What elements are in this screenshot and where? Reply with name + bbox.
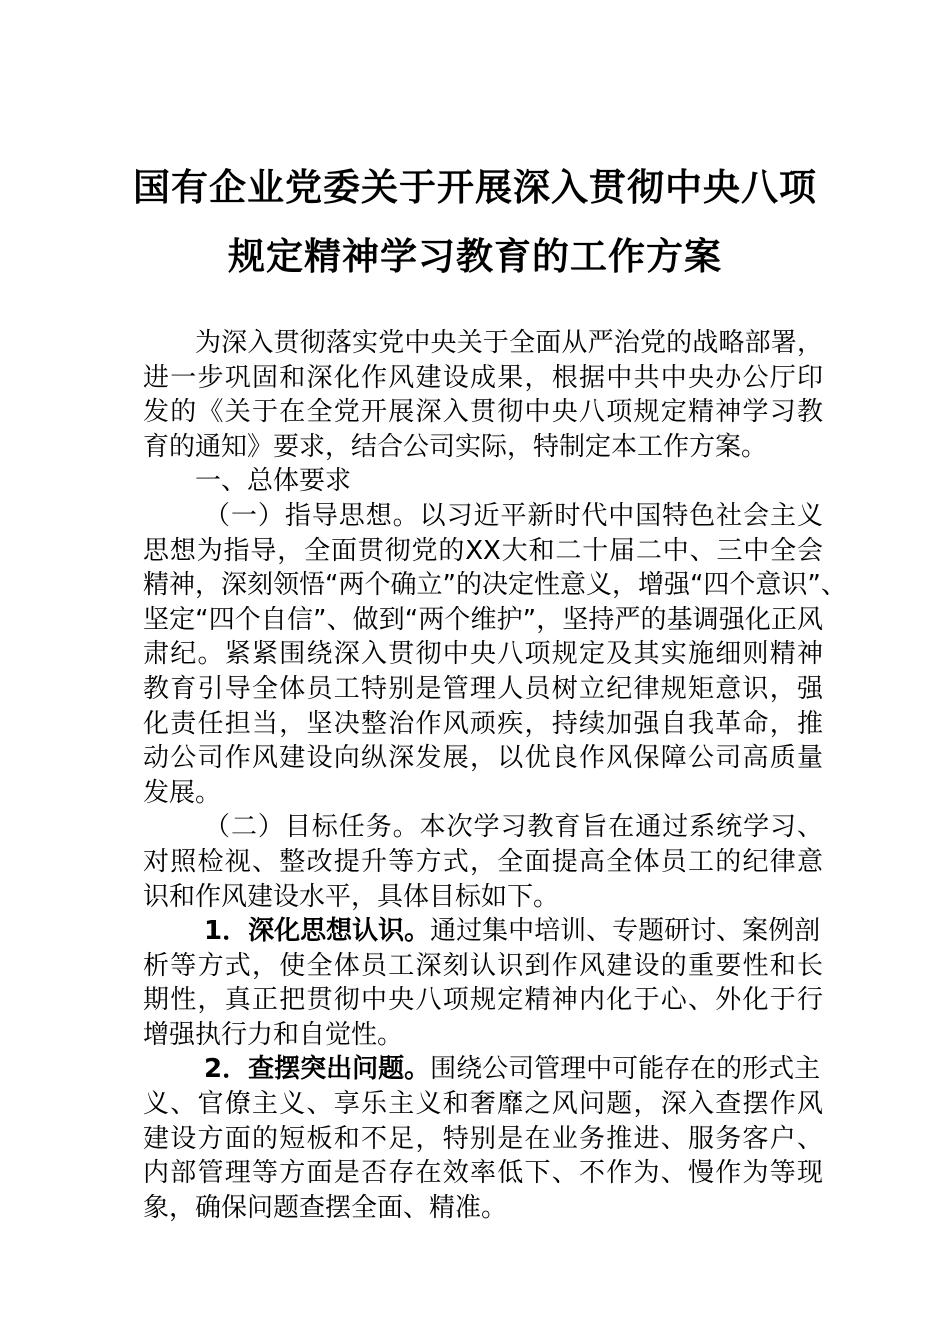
section-heading: 一、总体要求 (195, 466, 352, 497)
part2-line: 对照检视、整改提升等方式，全面提高全体员工的纪律意 (143, 846, 823, 877)
part1-line: 思想为指导，全面贯彻党的XX大和二十届二中、三中全会 (143, 535, 823, 566)
item1-first-rest: 通过集中培训、专题研讨、案例剖 (430, 916, 821, 947)
part1-line: 发展。 (143, 777, 222, 808)
document-title-line-1: 国有企业党委关于开展深入贯彻中央八项 (133, 166, 817, 209)
part1-line: 精神，深刻领悟“两个确立”的决定性意义，增强“四个意识”、 (143, 570, 847, 601)
part1-line: 坚定“四个自信”、做到“两个维护”，坚持严的基调强化正风 (143, 604, 823, 635)
intro-line: 进一步巩固和深化作风建设成果，根据中共中央办公厅印 (143, 362, 823, 393)
document-title-line-2: 规定精神学习教育的工作方案 (228, 235, 722, 278)
item2-line: 象，确保问题查摆全面、精准。 (143, 1192, 508, 1223)
item2-line: 内部管理等方面是否存在效率低下、不作为、慢作为等现 (143, 1158, 823, 1189)
part1-line: （一）指导思想。以习近平新时代中国特色社会主义 (204, 500, 823, 531)
item1-heading: 1．深化思想认识。 (204, 916, 431, 947)
item1-first-line (143, 914, 823, 949)
intro-line: 育的通知》要求，结合公司实际，特制定本工作方案。 (143, 431, 768, 462)
item1-line: 增强执行力和自觉性。 (143, 1019, 404, 1050)
item2-line: 建设方面的短板和不足，特别是在业务推进、服务客户、 (143, 1123, 823, 1154)
part1-line: 肃纪。紧紧围绕深入贯彻中央八项规定及其实施细则精神 (143, 639, 823, 670)
intro-line: 发的《关于在全党开展深入贯彻中央八项规定精神学习教 (143, 397, 823, 428)
item2-line: 义、官僚主义、享乐主义和奢靡之风问题，深入查摆作风 (143, 1089, 823, 1120)
item2-first-line (143, 1052, 823, 1087)
part1-line: 化责任担当，坚决整治作风顽疾，持续加强自我革命，推 (143, 708, 823, 739)
document-body (143, 326, 847, 1225)
item2-first-rest: 围绕公司管理中可能存在的形式主 (430, 1054, 821, 1085)
intro-line: 为深入贯彻落实党中央关于全面从严治党的战略部署， (195, 328, 823, 358)
part1-line: 动公司作风建设向纵深发展，以优良作风保障公司高质量 (143, 743, 823, 774)
part2-line: （二）目标任务。本次学习教育旨在通过系统学习、 (204, 812, 823, 843)
part1-line: 教育引导全体员工特别是管理人员树立纪律规矩意识，强 (143, 673, 823, 704)
part2-line: 识和作风建设水平，具体目标如下。 (143, 881, 560, 912)
item1-line: 析等方式，使全体员工深刻认识到作风建设的重要性和长 (143, 950, 823, 981)
item2-heading: 2．查摆突出问题。 (204, 1054, 431, 1085)
item1-line: 期性，真正把贯彻中央八项规定精神内化于心、外化于行 (143, 985, 823, 1016)
